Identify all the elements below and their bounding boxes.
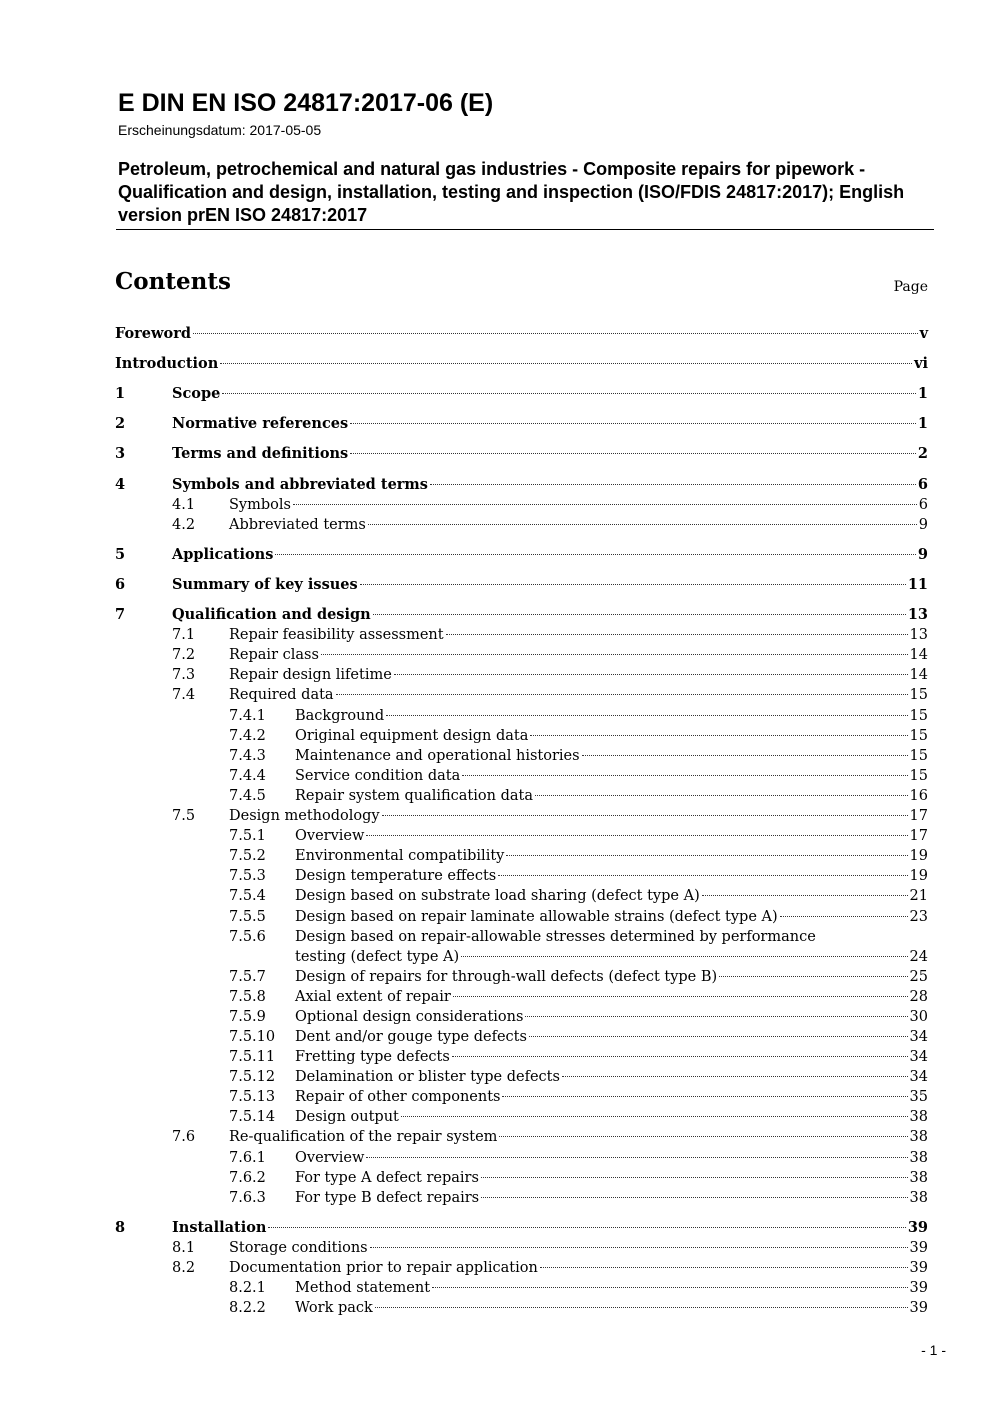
toc-entry[interactable]	[0, 665, 992, 685]
toc-entry[interactable]	[0, 1168, 992, 1188]
toc-dot-leader	[275, 553, 916, 555]
toc-entry-number: 7.5.5	[229, 908, 266, 925]
toc-entry-title: Design based on substrate load sharing (defect type A)	[295, 888, 700, 905]
toc-dot-leader	[360, 583, 906, 585]
toc-dot-leader	[432, 1286, 908, 1288]
issue-date: Erscheinungsdatum: 2017-05-05	[118, 122, 322, 138]
toc-entry-title: For type B defect repairs	[295, 1189, 480, 1206]
toc-entry-title: Environmental compatibility	[295, 848, 505, 865]
toc-dot-leader	[506, 854, 907, 856]
toc-entry[interactable]	[0, 886, 992, 906]
toc-dot-leader	[481, 1196, 907, 1198]
toc-entry[interactable]	[0, 846, 992, 866]
toc-dot-leader	[293, 503, 917, 505]
toc-entry-title: Repair class	[229, 647, 319, 664]
toc-entry[interactable]	[0, 1188, 992, 1208]
toc-entry-page: 13	[909, 627, 928, 644]
toc-entry-page: 6	[917, 475, 928, 493]
toc-entry-number: 7.5.10	[229, 1028, 276, 1045]
toc-dot-leader	[529, 1035, 908, 1037]
toc-dot-leader	[368, 523, 917, 525]
footer-page-number: - 1 -	[921, 1342, 946, 1358]
toc-entry[interactable]	[0, 414, 992, 434]
toc-entry[interactable]	[0, 575, 992, 595]
toc-entry-number: 7	[115, 606, 126, 623]
toc-entry[interactable]	[0, 1007, 992, 1027]
toc-entry-number: 7.1	[172, 627, 196, 644]
toc-entry[interactable]	[0, 1278, 992, 1298]
toc-entry-title-continued: testing (defect type A)	[295, 948, 460, 965]
toc-entry-title: Design based on repair-allowable stresses determined by performance	[295, 928, 816, 945]
toc-entry-number: 7.5.8	[229, 988, 266, 1005]
toc-entry-page: 39	[907, 1218, 928, 1236]
toc-entry-page: 25	[909, 968, 928, 985]
toc-entry-title: Repair of other components	[295, 1089, 501, 1106]
toc-entry-title: Re-qualification of the repair system	[229, 1129, 498, 1146]
toc-entry-title: Normative references	[172, 415, 349, 433]
toc-entry-page: 38	[909, 1149, 928, 1166]
toc-entry-page: v	[919, 325, 928, 342]
toc-entry-title: Scope	[172, 385, 221, 403]
toc-entry-number: 7.2	[172, 647, 196, 664]
toc-entry[interactable]	[0, 475, 992, 495]
toc-entry-title: Required data	[229, 687, 334, 704]
toc-entry[interactable]	[0, 1087, 992, 1107]
toc-entry-number: 7.5.14	[229, 1109, 276, 1126]
toc-entry-title: Design of repairs for through-wall defects (defect type B)	[295, 968, 718, 985]
toc-entry-number: 7.4.1	[229, 707, 266, 724]
toc-entry-page: 15	[909, 687, 928, 704]
toc-entry-number: 8.2	[172, 1260, 196, 1276]
toc-entry-number: 7.5.11	[229, 1049, 276, 1065]
toc-entry-title: Design temperature effects	[295, 868, 497, 885]
toc-entry-number: 7.5.12	[229, 1069, 276, 1086]
toc-entry[interactable]	[0, 987, 992, 1007]
toc-dot-leader	[530, 734, 907, 736]
toc-entry-number: 4.2	[172, 516, 196, 533]
toc-entry-page: 34	[909, 1069, 928, 1086]
toc-entry-page: 39	[909, 1300, 928, 1317]
toc-entry-number: 7.6.2	[229, 1169, 266, 1186]
toc-entry-page: 11	[907, 575, 928, 593]
toc-entry-number: 7.6.1	[229, 1149, 266, 1166]
toc-entry-title: Design methodology	[229, 808, 380, 824]
toc-entry-title: Dent and/or gouge type defects	[295, 1028, 527, 1045]
toc-entry[interactable]	[0, 866, 992, 886]
toc-dot-leader	[780, 915, 908, 917]
toc-entry-number: 8	[115, 1218, 126, 1236]
toc-entry-page: 15	[909, 767, 928, 784]
toc-entry-page: 13	[907, 606, 928, 623]
toc-entry-page: 38	[909, 1169, 928, 1186]
toc-dot-leader	[321, 653, 908, 655]
toc-entry[interactable]	[0, 967, 992, 987]
toc-entry-title: Repair design lifetime	[229, 667, 392, 684]
toc-entry-title: Work pack	[295, 1300, 373, 1317]
toc-entry[interactable]	[0, 444, 992, 464]
document-title: Petroleum, petrochemical and natural gas industries - Composite repairs for pipework - Qualification and design, installation, testing and inspection (ISO/FDIS 24817:2017); English version prEN ISO 24817:2017	[118, 159, 905, 225]
toc-entry-title: Fretting type defects	[295, 1049, 450, 1065]
toc-dot-leader	[498, 874, 907, 876]
toc-entry-page: 1	[917, 385, 928, 403]
toc-entry-page: 23	[909, 908, 928, 925]
toc-entry-number: 7.5.4	[229, 888, 266, 905]
toc-entry-number: 7.6	[172, 1129, 196, 1146]
toc-entry-title: Background	[295, 707, 385, 724]
toc-entry-page: 17	[909, 828, 928, 845]
toc-entry[interactable]	[0, 806, 992, 826]
toc-entry[interactable]	[0, 1218, 992, 1238]
document-id: E DIN EN ISO 24817:2017-06 (E)	[118, 89, 494, 117]
toc-entry[interactable]	[0, 384, 992, 404]
toc-dot-leader	[366, 1156, 907, 1158]
toc-entry-page: 38	[909, 1129, 928, 1146]
toc-entry[interactable]	[0, 324, 992, 344]
toc-entry-title: Introduction	[115, 355, 219, 373]
toc-entry-number: 7.5	[172, 808, 196, 824]
toc-entry-title: Storage conditions	[229, 1239, 368, 1256]
toc-entry-page: 21	[909, 888, 928, 905]
toc-entry[interactable]	[0, 1047, 992, 1067]
toc-dot-leader	[525, 1015, 907, 1017]
toc-entry-page: 34	[909, 1028, 928, 1045]
toc-entry-number: 7.5.3	[229, 868, 266, 885]
toc-entry-page: vi	[914, 355, 928, 373]
toc-dot-leader	[350, 452, 916, 454]
toc-entry-number: 7.5.7	[229, 968, 266, 985]
toc-entry-page: 30	[909, 1008, 928, 1025]
toc-entry-page: 24	[909, 948, 928, 965]
toc-entry-title: Installation	[172, 1218, 267, 1236]
toc-entry[interactable]	[0, 746, 992, 766]
toc-dot-leader	[481, 1176, 908, 1178]
toc-entry[interactable]	[0, 826, 992, 846]
toc-entry-number: 7.4.5	[229, 787, 266, 804]
toc-entry-number: 5	[115, 545, 126, 563]
toc-entry-number: 7.5.6	[229, 928, 266, 945]
toc-entry-number: 2	[115, 415, 126, 433]
toc-entry[interactable]	[0, 605, 992, 625]
toc-dot-leader	[446, 633, 908, 635]
toc-dot-leader	[193, 332, 918, 334]
toc-dot-leader	[499, 1135, 907, 1137]
toc-entry-title: Applications	[172, 545, 274, 563]
toc-entry-title: Documentation prior to repair application	[229, 1260, 538, 1276]
toc-entry[interactable]	[0, 1298, 992, 1318]
toc-dot-leader	[394, 673, 908, 675]
toc-entry-page: 15	[909, 727, 928, 744]
toc-entry-number: 7.4	[172, 687, 196, 704]
toc-entry-page: 14	[909, 647, 928, 664]
toc-dot-leader	[222, 392, 916, 394]
toc-entry-title: Axial extent of repair	[295, 988, 451, 1005]
toc-entry[interactable]	[0, 786, 992, 806]
toc-entry-title: Overview	[295, 1149, 365, 1166]
toc-entry-number: 7.4.3	[229, 747, 266, 764]
toc-entry-page: 15	[909, 707, 928, 724]
toc-entry[interactable]	[0, 1107, 992, 1127]
toc-dot-leader	[540, 1266, 908, 1268]
toc-entry-page: 16	[909, 787, 928, 804]
toc-entry-page: 38	[909, 1109, 928, 1126]
toc-entry-title: Repair feasibility assessment	[229, 627, 444, 644]
toc-entry-title: Foreword	[115, 325, 191, 342]
toc-entry-page: 39	[909, 1239, 928, 1256]
toc-dot-leader	[386, 714, 907, 716]
toc-entry-title: Summary of key issues	[172, 575, 358, 593]
toc-entry[interactable]	[0, 907, 992, 927]
toc-entry[interactable]	[0, 495, 992, 515]
toc-entry-title: Method statement	[295, 1280, 431, 1297]
toc-dot-leader	[719, 975, 907, 977]
toc-dot-leader	[220, 362, 912, 364]
toc-entry[interactable]	[0, 354, 992, 374]
toc-entry[interactable]	[0, 1148, 992, 1168]
toc-entry-title: Optional design considerations	[295, 1008, 524, 1025]
toc-entry-page: 2	[917, 445, 928, 463]
toc-dot-leader	[382, 814, 908, 816]
toc-entry-title: Overview	[295, 828, 365, 845]
toc-entry-number: 4.1	[172, 496, 196, 513]
toc-entry-number: 4	[115, 475, 126, 493]
toc-entry-page: 6	[918, 496, 928, 513]
toc-entry-number: 8.2.1	[229, 1280, 266, 1297]
toc-entry-page: 15	[909, 747, 928, 764]
toc-entry-page: 19	[909, 848, 928, 865]
toc-entry[interactable]	[0, 545, 992, 565]
toc-entry[interactable]	[0, 927, 992, 967]
toc-entry-title: Design output	[295, 1109, 399, 1126]
toc-entry-title: Qualification and design	[172, 606, 371, 623]
toc-dot-leader	[401, 1115, 908, 1117]
toc-entry-title: Service condition data	[295, 767, 461, 784]
toc-entry-title: For type A defect repairs	[295, 1169, 479, 1186]
toc-entry[interactable]	[0, 515, 992, 535]
toc-dot-leader	[462, 774, 907, 776]
toc-entry-title: Delamination or blister type defects	[295, 1069, 560, 1086]
toc-entry-number: 7.4.4	[229, 767, 266, 784]
toc-entry-number: 8.2.2	[229, 1300, 266, 1317]
toc-entry-page: 39	[909, 1280, 928, 1297]
toc-entry-page: 17	[909, 808, 928, 824]
toc-dot-leader	[535, 794, 908, 796]
toc-entry-page: 35	[909, 1089, 928, 1106]
toc-entry[interactable]	[0, 766, 992, 786]
toc-entry-page: 34	[909, 1049, 928, 1065]
toc-entry-number: 7.5.2	[229, 848, 266, 865]
toc-entry-number: 6	[115, 575, 126, 593]
toc-entry-title: Symbols and abbreviated terms	[172, 475, 428, 493]
toc-dot-leader	[430, 483, 916, 485]
toc-entry[interactable]	[0, 1258, 992, 1278]
toc-entry-number: 8.1	[172, 1239, 196, 1256]
toc-entry[interactable]	[0, 726, 992, 746]
toc-dot-leader	[562, 1075, 908, 1077]
toc-entry-number: 7.4.2	[229, 727, 266, 744]
toc-entry-number: 3	[115, 445, 126, 463]
toc-dot-leader	[336, 693, 908, 695]
toc-entry[interactable]	[0, 1238, 992, 1258]
toc-entry[interactable]	[0, 645, 992, 665]
toc-dot-leader	[582, 754, 908, 756]
toc-entry[interactable]	[0, 706, 992, 726]
toc-dot-leader	[268, 1226, 905, 1228]
page-column-label: Page	[893, 279, 928, 295]
toc-entry-title: Repair system qualification data	[295, 787, 533, 804]
toc-dot-leader	[370, 1246, 908, 1248]
contents-heading: Contents	[115, 268, 231, 295]
toc-entry-page: 28	[909, 988, 928, 1005]
toc-dot-leader	[453, 995, 908, 997]
toc-entry-page: 1	[917, 415, 928, 433]
toc-dot-leader	[702, 894, 908, 896]
toc-entry[interactable]	[0, 625, 992, 645]
toc-entry-page: 38	[909, 1189, 928, 1206]
toc-dot-leader	[373, 613, 906, 615]
toc-dot-leader	[452, 1055, 908, 1057]
toc-entry-title: Maintenance and operational histories	[295, 747, 580, 764]
toc-entry-page: 9	[918, 516, 928, 533]
toc-entry-page: 9	[917, 545, 928, 563]
toc-entry-number: 7.5.13	[229, 1089, 276, 1106]
toc-entry-number: 7.3	[172, 667, 196, 684]
toc-entry-number: 1	[115, 385, 126, 403]
toc-entry[interactable]	[0, 1027, 992, 1047]
toc-entry-page: 39	[909, 1260, 928, 1276]
toc-entry[interactable]	[0, 685, 992, 705]
toc-entry-title: Original equipment design data	[295, 727, 529, 744]
toc-entry-page: 14	[909, 667, 928, 684]
toc-entry[interactable]	[0, 1127, 992, 1147]
toc-entry-title: Symbols	[229, 496, 291, 513]
toc-dot-leader	[350, 422, 916, 424]
toc-entry-number: 7.6.3	[229, 1189, 266, 1206]
toc-dot-leader	[366, 834, 907, 836]
toc-entry-title: Design based on repair laminate allowable strains (defect type A)	[295, 908, 778, 925]
toc-dot-leader	[375, 1306, 908, 1308]
toc-entry[interactable]	[0, 1067, 992, 1087]
toc-entry-number: 7.5.1	[229, 828, 266, 845]
toc-dot-leader	[502, 1095, 907, 1097]
toc-entry-number: 7.5.9	[229, 1008, 266, 1025]
toc-entry-title: Terms and definitions	[172, 445, 349, 463]
toc-dot-leader	[461, 955, 907, 957]
toc-entry-page: 19	[909, 868, 928, 885]
toc-entry-title: Abbreviated terms	[229, 516, 366, 533]
